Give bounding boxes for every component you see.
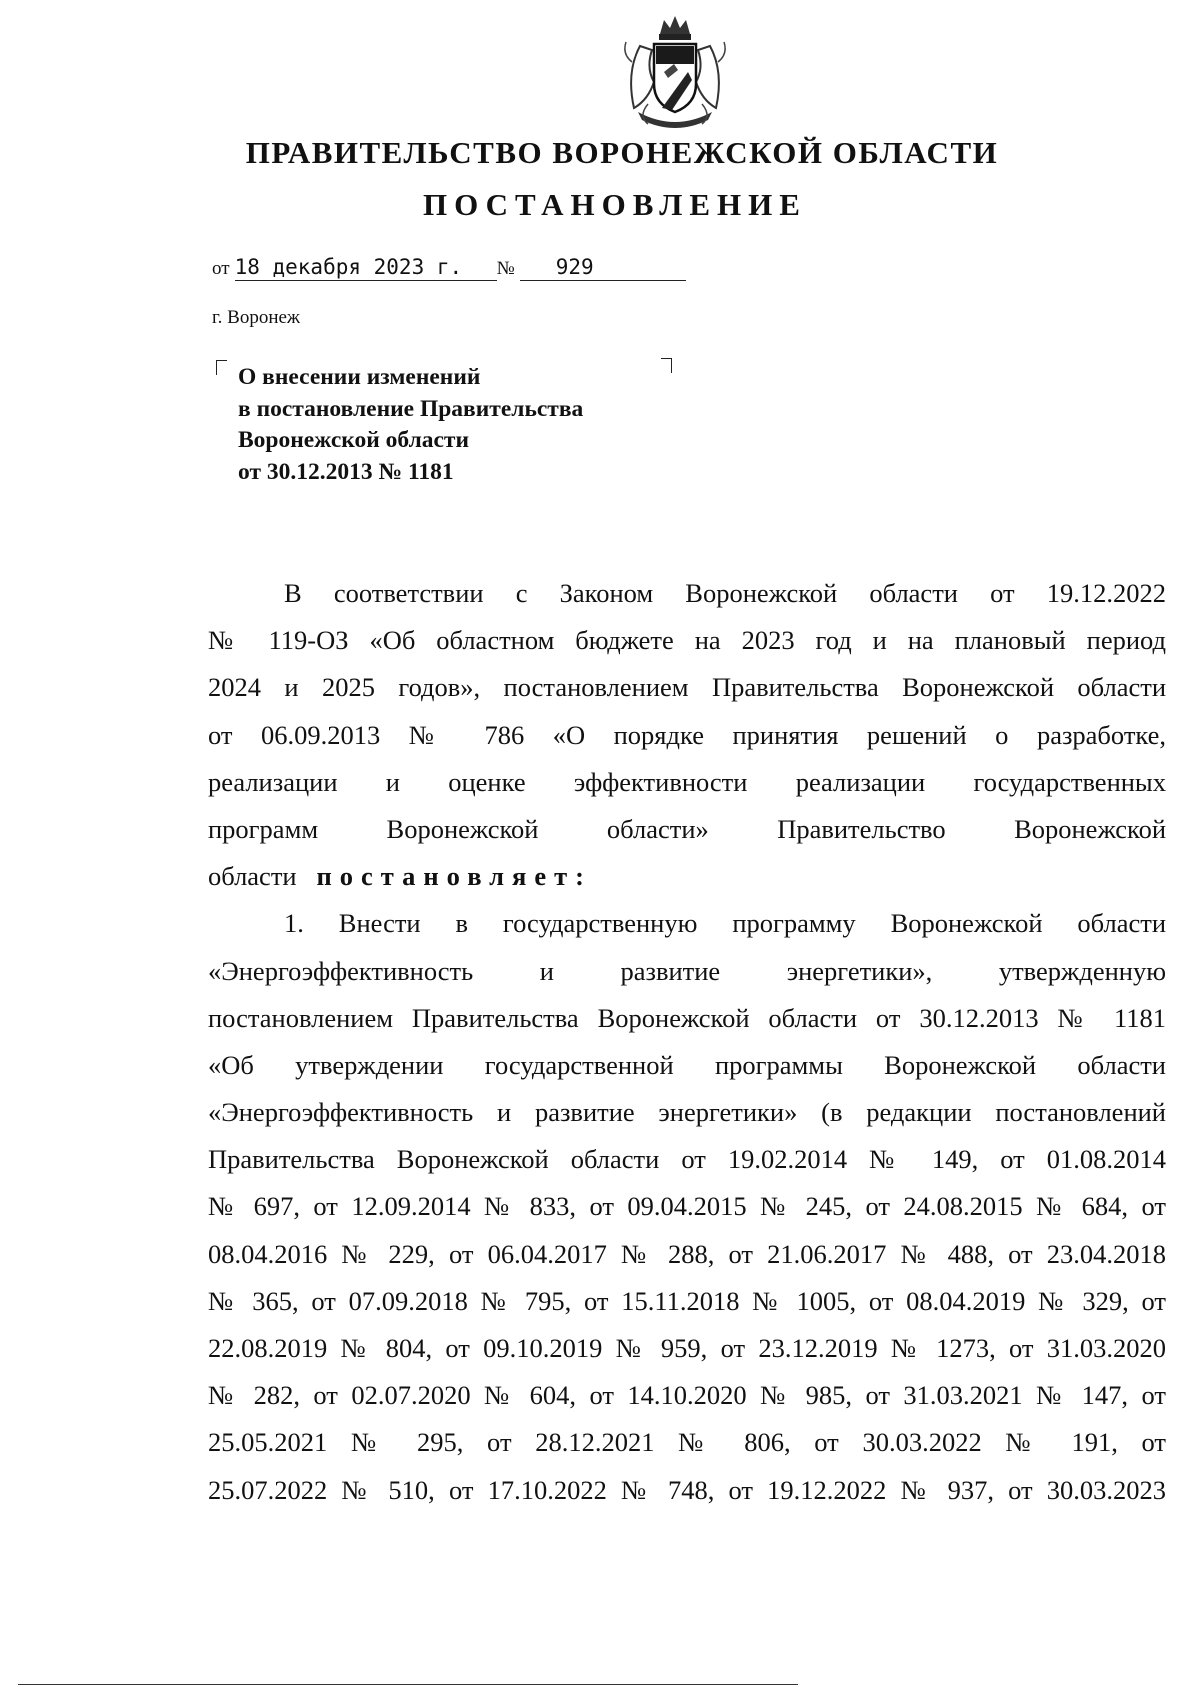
footer-rule xyxy=(18,1684,798,1685)
body-line: от 06.09.2013 № 786 «О порядке принятия решений о разработке, xyxy=(208,719,1166,750)
body-line: 08.04.2016 № 229, от 06.04.2017 № 288, от 21.06.2017 № 488, от 23.04.2018 xyxy=(208,1238,1166,1269)
date-prefix: от xyxy=(212,258,230,279)
document-subject xyxy=(238,362,583,488)
body-line-decree xyxy=(208,853,1166,900)
body-line: постановлением Правительства Воронежской области от 30.12.2013 № 1181 xyxy=(208,1002,1166,1033)
subject-line: О внесении изменений xyxy=(238,364,481,390)
subject-line: Воронежской области xyxy=(238,427,470,453)
body-line: программ Воронежской области» Правительство Воронежской xyxy=(208,813,1166,844)
body-line: 2024 и 2025 годов», постановлением Правительства Воронежской области xyxy=(208,672,1166,703)
corner-mark-left xyxy=(216,360,227,375)
coat-of-arms-emblem xyxy=(618,12,732,130)
paragraph-preamble xyxy=(208,570,1166,900)
document-date xyxy=(235,255,497,281)
body-line: «Энергоэффективность и развитие энергетики», утвержденную xyxy=(208,955,1166,986)
subject-line: в постановление Правительства xyxy=(238,395,584,422)
document-number-value: 929 xyxy=(555,255,594,279)
corner-mark-right xyxy=(661,358,672,373)
body-line: № 119-ОЗ «Об областном бюджете на 2023 год и на плановый период xyxy=(208,625,1166,656)
document-body xyxy=(208,570,1166,1514)
body-line: 1. Внести в государственную программу Воронежской области xyxy=(284,908,1166,939)
body-line: 25.07.2022 № 510, от 17.10.2022 № 748, от 19.12.2022 № 937, от 30.03.2023 xyxy=(208,1474,1166,1505)
subject-line: от 30.12.2013 № 1181 xyxy=(238,458,454,485)
document-number xyxy=(520,255,686,281)
body-line: № 365, от 07.09.2018 № 795, от 15.11.2018 № 1005, от 08.04.2019 № 329, от xyxy=(208,1285,1166,1316)
body-line: «Энергоэффективность и развитие энергетики» (в редакции постановлений xyxy=(208,1097,1166,1128)
decree-line-start: области xyxy=(208,861,297,892)
body-line: 25.05.2021 № 295, от 28.12.2021 № 806, от 30.03.2022 № 191, от xyxy=(208,1427,1166,1458)
body-line: № 282, от 02.07.2020 № 604, от 14.10.2020 № 985, от 31.03.2021 № 147, от xyxy=(208,1380,1166,1411)
body-line: 22.08.2019 № 804, от 09.10.2019 № 959, от 23.12.2019 № 1273, от 31.03.2020 xyxy=(208,1333,1166,1364)
city-name: г. Воронеж xyxy=(212,307,301,328)
body-line: реализации и оценке эффективности реализации государственных xyxy=(208,766,1166,797)
document-type: ПОСТАНОВЛЕНИЕ xyxy=(423,187,807,222)
body-line: № 697, от 12.09.2014 № 833, от 09.04.2015 № 245, от 24.08.2015 № 684, от xyxy=(208,1191,1166,1222)
body-line: Правительства Воронежской области от 19.02.2014 № 149, от 01.08.2014 xyxy=(208,1144,1166,1175)
body-line: В соответствии с Законом Воронежской области от 19.12.2022 xyxy=(284,578,1166,608)
number-prefix: № xyxy=(496,258,515,279)
body-line: «Об утверждении государственной программы Воронежской области xyxy=(208,1049,1166,1080)
dateline xyxy=(212,255,686,281)
decree-word: постановляет: xyxy=(316,861,592,892)
organization-title: ПРАВИТЕЛЬСТВО ВОРОНЕЖСКОЙ ОБЛАСТИ xyxy=(245,135,999,170)
paragraph-item-1 xyxy=(208,900,1166,1513)
document-date-value: 18 декабря 2023 г. xyxy=(234,255,463,279)
